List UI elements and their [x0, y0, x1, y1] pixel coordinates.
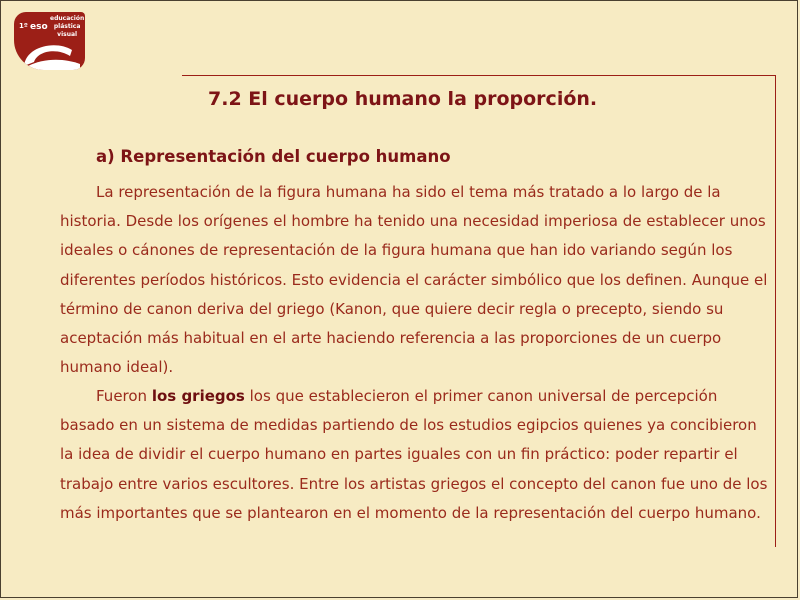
- paragraph-greeks: [60, 382, 772, 528]
- paragraph-representation: La representación de la figura humana ha sido el tema más tratado a lo largo de la historia. Desde los orígenes el hombre ha tenido una necesidad imperiosa de establecer unos ideales o cánones de representación de la figura humana que han ido variando según los diferentes períodos históricos. Esto evidencia el carácter simbólico que los definen. Aunque el término de canon deriva del griego (Kanon, que quiere decir regla o precepto, siendo su aceptación más habitual en el arte haciendo referencia a las proporciones de un cuerpo humano ideal).: [60, 183, 768, 377]
- logo-swoosh-icon: [14, 36, 85, 70]
- logo-level: eso: [30, 22, 48, 32]
- section-subtitle: a) Representación del cuerpo humano: [96, 147, 451, 166]
- header-rule: [182, 75, 776, 76]
- section-title: 7.2 El cuerpo humano la proporción.: [208, 88, 598, 110]
- paragraph-greeks-end: los que establecieron el primer canon universal de percepción basado en un sistema de medidas partiendo de los estudios egipcios quienes ya concibieron la idea de dividir el cuerpo humano en partes iguales con un fin práctico: poder repartir el trabajo entre varios escultores. Entre los artistas griegos el concepto del canon fue uno de los más importantes que se plantearon en el momento de la representación del cuerpo humano.: [60, 387, 768, 522]
- logo-subject: educación plástica visual: [50, 15, 85, 38]
- logo-grade: 1º: [19, 22, 28, 30]
- paragraph-greeks-start: Fueron: [96, 387, 152, 405]
- paragraph-greeks-bold: los griegos: [151, 387, 245, 405]
- side-rule: [775, 75, 776, 547]
- course-logo: [14, 12, 85, 70]
